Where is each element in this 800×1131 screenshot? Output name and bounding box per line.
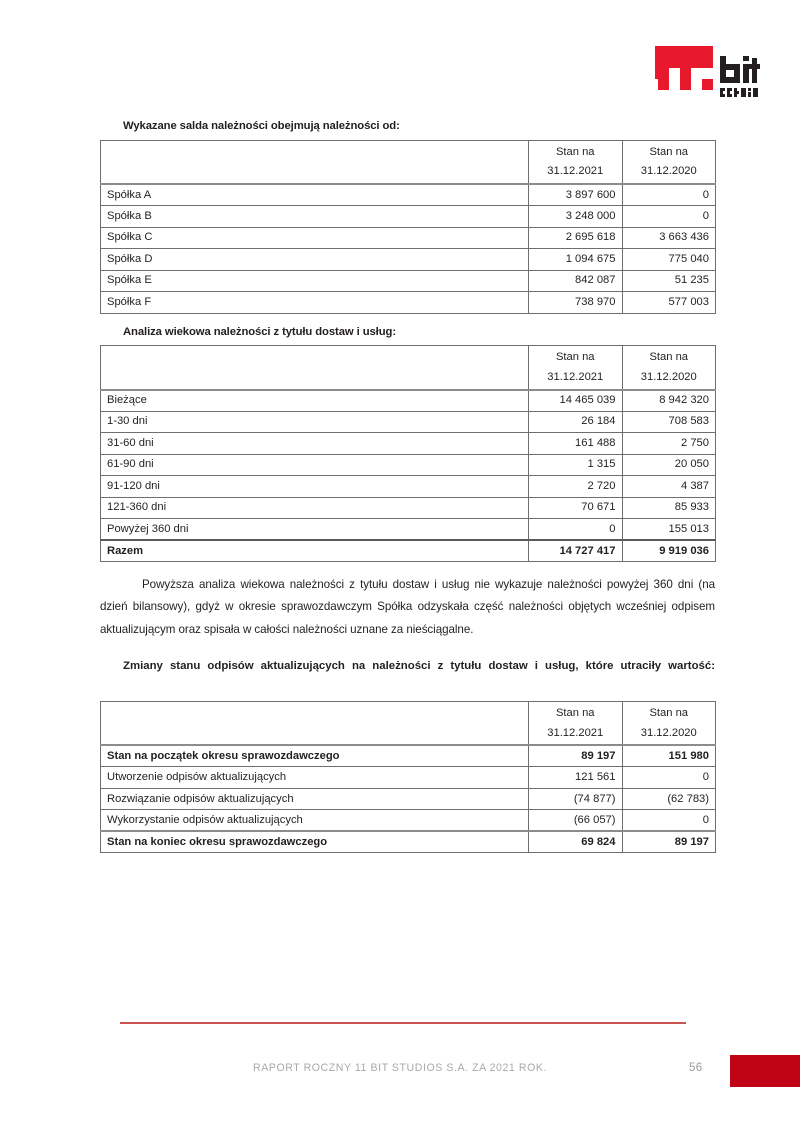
row-label: Spółka A	[101, 184, 529, 206]
table-row-total	[101, 540, 716, 562]
table-body	[101, 184, 716, 313]
row-value-2020: 3 663 436	[622, 227, 716, 249]
footer-red-block	[730, 1055, 800, 1087]
row-label: Wykorzystanie odpisów aktualizujących	[101, 810, 529, 832]
row-label: Razem	[101, 540, 529, 562]
table-row	[101, 788, 716, 810]
table-row	[101, 411, 716, 433]
row-value-2020: 8 942 320	[622, 390, 716, 412]
column-header-2020-line1: Stan na	[622, 140, 716, 162]
row-value-2021: 0	[529, 519, 623, 541]
column-header-2021-line2: 31.12.2021	[529, 162, 623, 184]
row-label: Stan na początek okresu sprawozdawczego	[101, 745, 529, 767]
row-value-2021: (74 877)	[529, 788, 623, 810]
table-row	[101, 270, 716, 292]
section-3-heading: Zmiany stanu odpisów aktualizujących na należności z tytułu dostaw i usług, które utraciły wartość:	[123, 659, 715, 672]
column-header-2021-line1: Stan na	[529, 701, 623, 723]
row-label: Spółka E	[101, 270, 529, 292]
row-label: Powyżej 360 dni	[101, 519, 529, 541]
row-value-2020: 0	[622, 767, 716, 789]
column-header-blank-2	[101, 723, 529, 745]
table-row	[101, 433, 716, 455]
table-row	[101, 227, 716, 249]
row-value-2020: 9 919 036	[622, 540, 716, 562]
row-value-2021: 3 248 000	[529, 206, 623, 228]
explanatory-paragraph: Powyższa analiza wiekowa należności z tytułu dostaw i usług nie wykazuje należności powyżej 360 dni (na dzień bilansowy), gdyż w okresie sprawozdawczym Spółka odzyskała część należności objętych wcześniej odpisem aktualizującym oraz spisała w całości należności uznane za nieściągalne.	[100, 578, 715, 636]
row-value-2020: 85 933	[622, 497, 716, 519]
row-value-2020: 775 040	[622, 249, 716, 271]
table-body	[101, 745, 716, 853]
table-header	[101, 346, 716, 390]
table-receivables-ageing	[100, 345, 716, 562]
table-row	[101, 519, 716, 541]
column-header-blank	[101, 701, 529, 723]
row-value-2021: 14 465 039	[529, 390, 623, 412]
column-header-2020-line2: 31.12.2020	[622, 162, 716, 184]
footer-report-title: RAPORT ROCZNY 11 BIT STUDIOS S.A. ZA 2021 ROK.	[253, 1062, 547, 1074]
row-value-2020: 0	[622, 810, 716, 832]
row-value-2020: 0	[622, 206, 716, 228]
row-value-2020: 89 197	[622, 831, 716, 853]
table-header	[101, 140, 716, 184]
row-value-2021: (66 057)	[529, 810, 623, 832]
row-value-2020: 577 003	[622, 292, 716, 314]
row-value-2021: 3 897 600	[529, 184, 623, 206]
row-label: Spółka D	[101, 249, 529, 271]
row-label: Spółka F	[101, 292, 529, 314]
row-value-2020: 51 235	[622, 270, 716, 292]
row-label: 61-90 dni	[101, 454, 529, 476]
row-label: Rozwiązanie odpisów aktualizujących	[101, 788, 529, 810]
page-content	[100, 118, 715, 853]
row-value-2021: 14 727 417	[529, 540, 623, 562]
section-2-heading: Analiza wiekowa należności z tytułu dostaw i usług:	[123, 325, 396, 338]
row-value-2020: 2 750	[622, 433, 716, 455]
table-impairment-allowance-changes	[100, 701, 716, 854]
table-row-opening-balance	[101, 745, 716, 767]
column-header-2021-line2: 31.12.2021	[529, 723, 623, 745]
column-header-2020-line2: 31.12.2020	[622, 723, 716, 745]
table-row-closing-balance	[101, 831, 716, 853]
table-body	[101, 390, 716, 562]
row-value-2021: 738 970	[529, 292, 623, 314]
table-row	[101, 206, 716, 228]
row-label: 121-360 dni	[101, 497, 529, 519]
column-header-2021-line2: 31.12.2021	[529, 368, 623, 390]
row-value-2020: 20 050	[622, 454, 716, 476]
column-header-blank	[101, 140, 529, 162]
row-label: 91-120 dni	[101, 476, 529, 498]
column-header-2021-line1: Stan na	[529, 140, 623, 162]
row-value-2021: 121 561	[529, 767, 623, 789]
row-label: 1-30 dni	[101, 411, 529, 433]
footer-divider	[120, 1022, 686, 1024]
row-label: Bieżące	[101, 390, 529, 412]
row-value-2020: 4 387	[622, 476, 716, 498]
table-header	[101, 701, 716, 745]
table-row	[101, 476, 716, 498]
table-row	[101, 390, 716, 412]
table-row	[101, 292, 716, 314]
section-1-heading: Wykazane salda należności obejmują należności od:	[123, 120, 400, 132]
row-value-2020: 151 980	[622, 745, 716, 767]
row-value-2020: 155 013	[622, 519, 716, 541]
table-row	[101, 184, 716, 206]
row-label: Spółka C	[101, 227, 529, 249]
column-header-blank-2	[101, 368, 529, 390]
column-header-2020-line2: 31.12.2020	[622, 368, 716, 390]
table-row	[101, 810, 716, 832]
table-receivables-balances	[100, 140, 716, 314]
column-header-2021-line1: Stan na	[529, 346, 623, 368]
table-row	[101, 767, 716, 789]
column-header-blank-2	[101, 162, 529, 184]
column-header-2020-line1: Stan na	[622, 701, 716, 723]
column-header-2020-line1: Stan na	[622, 346, 716, 368]
table-row	[101, 497, 716, 519]
11-bit-studios-logo	[655, 46, 760, 102]
row-value-2020: 708 583	[622, 411, 716, 433]
row-value-2021: 2 720	[529, 476, 623, 498]
column-header-blank	[101, 346, 529, 368]
row-value-2021: 161 488	[529, 433, 623, 455]
table-row	[101, 454, 716, 476]
row-label: Stan na koniec okresu sprawozdawczego	[101, 831, 529, 853]
row-value-2021: 89 197	[529, 745, 623, 767]
page-number: 56	[689, 1062, 703, 1074]
row-label: Utworzenie odpisów aktualizujących	[101, 767, 529, 789]
row-value-2020: 0	[622, 184, 716, 206]
table-row	[101, 249, 716, 271]
row-value-2021: 842 087	[529, 270, 623, 292]
row-label: 31-60 dni	[101, 433, 529, 455]
row-label: Spółka B	[101, 206, 529, 228]
row-value-2021: 1 094 675	[529, 249, 623, 271]
row-value-2021: 1 315	[529, 454, 623, 476]
row-value-2021: 26 184	[529, 411, 623, 433]
row-value-2021: 70 671	[529, 497, 623, 519]
row-value-2021: 69 824	[529, 831, 623, 853]
spacer	[100, 314, 715, 324]
row-value-2020: (62 783)	[622, 788, 716, 810]
row-value-2021: 2 695 618	[529, 227, 623, 249]
